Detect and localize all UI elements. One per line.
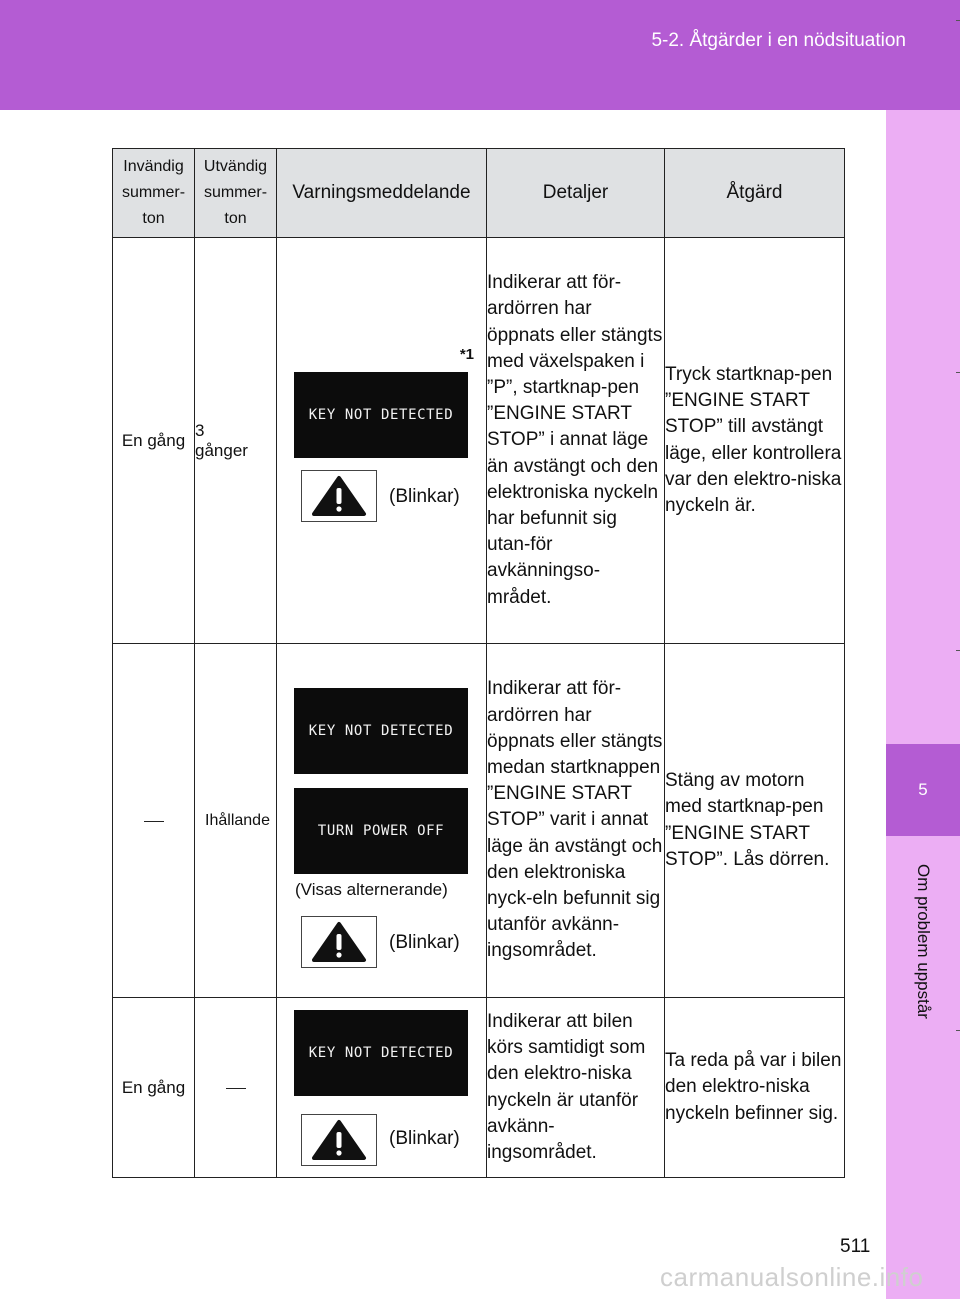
warning-icon-box <box>301 470 377 522</box>
display-turn-power-off: TURN POWER OFF <box>294 788 468 874</box>
display-key-not-detected: KEY NOT DETECTED <box>294 688 468 774</box>
crop-mark <box>956 20 960 21</box>
display-key-not-detected: KEY NOT DETECTED <box>294 1010 468 1096</box>
table-header-row <box>113 149 845 238</box>
dash-mark <box>144 821 164 822</box>
header-inside-buzzer: Invändig summer- ton <box>113 149 195 238</box>
crop-mark <box>956 650 960 651</box>
warning-icon-box <box>301 916 377 968</box>
warning-table <box>112 148 845 1178</box>
blink-label: (Blinkar) <box>389 1128 460 1149</box>
warning-message-cell <box>277 238 487 644</box>
header-details: Detaljer <box>487 149 665 238</box>
action-cell: Stäng av motorn med startknap-pen ”ENGINE START STOP”. Lås dörren. <box>665 644 845 998</box>
details-cell: Indikerar att för-ardörren har öppnats eller stängts med växelspaken i ”P”, startknap-pen ”ENGINE START STOP” i annat läge än avstängt och den elektroniska nyckeln har befunnit sig utan-för avkänningso-mrådet. <box>487 238 665 644</box>
blink-label: (Blinkar) <box>389 932 460 953</box>
blink-label: (Blinkar) <box>389 486 460 507</box>
outside-buzzer-cell: Ihållande <box>195 644 277 998</box>
warning-triangle-icon <box>311 1119 367 1161</box>
warning-message-cell <box>277 998 487 1178</box>
details-cell: Indikerar att för-ardörren har öppnats eller stängts medan startknappen ”ENGINE START STOP” varit i annat läge än avstängt och den elektroniska nyck-eln befunnit sig utanför avkänn-ingsområdet. <box>487 644 665 998</box>
chapter-sidebar <box>886 110 960 1299</box>
outside-buzzer-cell: 3 gånger <box>195 238 277 644</box>
crop-mark <box>956 1030 960 1031</box>
header-outside-buzzer: Utvändig summer- ton <box>195 149 277 238</box>
table-row <box>113 644 845 998</box>
outside-buzzer-cell <box>195 998 277 1178</box>
action-cell: Ta reda på var i bilen den elektro-niska nyckeln befinner sig. <box>665 998 845 1178</box>
inside-buzzer-cell <box>113 644 195 998</box>
header-message: Varningsmeddelande <box>277 149 487 238</box>
warning-triangle-icon <box>311 921 367 963</box>
display-key-not-detected: KEY NOT DETECTED <box>294 372 468 458</box>
warning-icon-box <box>301 1114 377 1166</box>
inside-buzzer-cell: En gång <box>113 998 195 1178</box>
watermark: carmanualsonline.info <box>660 1262 924 1292</box>
chapter-number-tab <box>886 744 960 836</box>
table-row <box>113 238 845 644</box>
inside-buzzer-cell: En gång <box>113 238 195 644</box>
action-cell: Tryck startknap-pen ”ENGINE START STOP” till avstängt läge, eller kontrollera var den elektro-niska nyckeln är. <box>665 238 845 644</box>
page-number: 511 <box>840 1236 871 1257</box>
footnote-marker: *1 <box>459 346 474 363</box>
header-bar <box>0 0 960 110</box>
chapter-number: 5 <box>918 780 928 799</box>
chapter-title: Om problem uppstår <box>914 863 933 1019</box>
chapter-title-tab <box>886 846 960 1036</box>
header-action: Åtgärd <box>665 149 845 238</box>
warning-message-cell <box>277 644 487 998</box>
warning-triangle-icon <box>311 475 367 517</box>
details-cell: Indikerar att bilen körs samtidigt som den elektro-niska nyckeln är utanför avkänn-ingsområdet. <box>487 998 665 1178</box>
alternating-label: (Visas alternerande) <box>295 880 448 899</box>
table-row <box>113 998 845 1178</box>
section-title: 5-2. Åtgärder i en nödsituation <box>651 30 906 51</box>
crop-mark <box>956 372 960 373</box>
dash-mark <box>226 1088 246 1089</box>
